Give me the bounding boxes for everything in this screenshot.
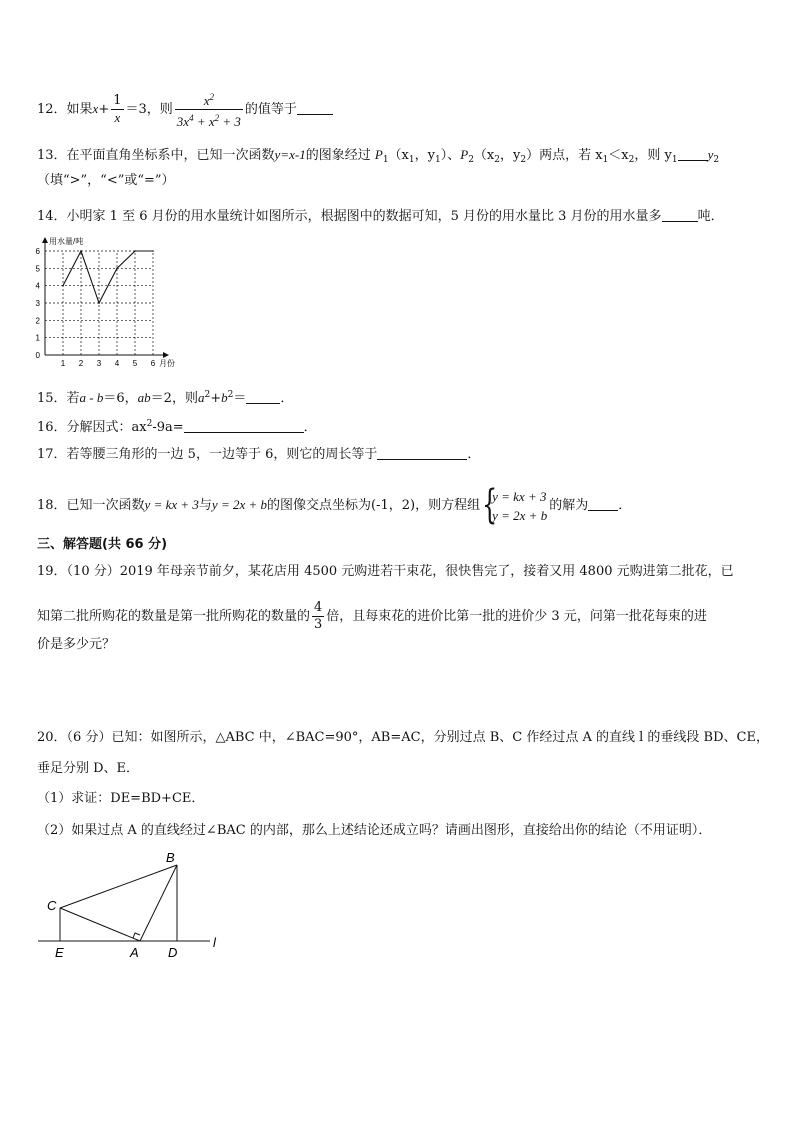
- question-13-line2: （填“>”，“<”或“=”）: [37, 173, 175, 188]
- question-20-line2: 垂足分别 D、E．: [37, 761, 140, 776]
- section-heading: 三、解答题(共 66 分): [37, 537, 168, 552]
- question-19-line2: 知第二批所购花的数量是第一批所购花的数量的 $\frac{4}{3}$ 倍，且每束花的进价比第一批的进价少 3 元，问第一批花每束的进: [37, 600, 707, 632]
- label-b: B: [166, 850, 175, 865]
- question-15: 15．若a - b＝6，ab＝2，则$a^2+b^2=$ ．: [37, 390, 294, 406]
- question-20-line1: 20．（6 分）已知：如图所示，△ABC 中，∠BAC=90°，AB=AC，分别过点 B、C 作经过点 A 的直线 l 的垂线段 BD、CE，: [37, 730, 769, 745]
- data-point: [152, 250, 154, 252]
- answer-blank[interactable]: [246, 390, 280, 404]
- question-16: 16．分解因式：$ax^2-9a=$ ．: [37, 419, 317, 435]
- question-19-line3: 价是多少元？: [37, 637, 116, 652]
- brace-icon: {: [482, 481, 498, 528]
- data-point: [116, 268, 118, 270]
- water-usage-line-chart: [28, 236, 198, 372]
- y-tick-label: 5: [35, 264, 40, 274]
- label-d: D: [168, 945, 178, 960]
- x-tick-label: 6: [150, 359, 156, 368]
- answer-blank[interactable]: [377, 446, 467, 460]
- x-axis-arrow-icon: [163, 352, 169, 358]
- x-tick-label: 1: [60, 359, 66, 368]
- question-20-part1: （1）求证：DE=BD+CE．: [37, 791, 205, 806]
- chart-axes: [42, 237, 169, 358]
- data-point: [62, 285, 64, 287]
- right-angle-mark: [133, 933, 140, 938]
- data-point: [134, 250, 136, 252]
- chart-series: [62, 250, 154, 304]
- label-e: E: [55, 945, 64, 960]
- x-tick-label: 2: [78, 359, 84, 368]
- equation-system: { y = kx + 3 y = 2x + b: [482, 481, 548, 528]
- fraction-1-over-x: $\frac{1}{x}$: [113, 93, 122, 125]
- x-axis-label: 月份: [159, 359, 175, 368]
- x-tick-label: 3: [96, 359, 102, 368]
- label-a: A: [130, 945, 139, 960]
- x-tick-label: 4: [114, 359, 120, 368]
- chart-labels: [36, 236, 175, 368]
- x-tick-label: 5: [132, 359, 138, 368]
- answer-blank[interactable]: [678, 147, 708, 161]
- label-l: l: [213, 935, 216, 950]
- data-point: [80, 250, 82, 252]
- fraction-expression: $\frac{x^2}{3x^4 + x^2 + 3}$: [175, 89, 243, 130]
- question-13-line1: 13．在平面直角坐标系中，已知一次函数y=x-1的图象经过 $P_1(x_1$，$y_1$）、$P_2(x_2$，$y_2$）两点，若 $x_1<x_2$，则 $y_1$ $y_2$: [37, 147, 720, 165]
- y-tick-label: 6: [35, 247, 40, 256]
- segment-ca: [60, 908, 140, 941]
- answer-blank[interactable]: [184, 419, 304, 433]
- y-tick-label: 0: [35, 351, 40, 360]
- question-20-part2: （2）如果过点 A 的直线经过∠BAC 的内部，那么上述结论还成立吗？请画出图形，直接给出你的结论（不用证明）．: [37, 823, 712, 838]
- answer-blank[interactable]: [662, 208, 698, 222]
- question-18: 18．已知一次函数y = kx + 3与y = 2x + b的图像交点坐标为(-1，2)，则方程组 { y = kx + 3 y = 2x + b 的解为 ．: [37, 481, 632, 528]
- y-tick-label: 2: [35, 316, 40, 326]
- answer-blank[interactable]: [297, 101, 333, 115]
- question-19-line1: 19．（10 分）2019 年母亲节前夕，某花店用 4500 元购进若干束花，很快售完了，接着又用 4800 元购进第二批花，已: [37, 564, 734, 579]
- triangle-figure: [30, 850, 230, 965]
- question-17: 17．若等腰三角形的一边 5，一边等于 6，则它的周长等于 ．: [37, 447, 481, 462]
- y-tick-label: 4: [35, 281, 40, 291]
- question-14: 14．小明家 1 至 6 月份的用水量统计如图所示，根据图中的数据可知，5 月份的用水量比 3 月份的用水量多 吨．: [37, 209, 724, 224]
- data-point: [98, 302, 100, 304]
- y-axis-label: 用水量/吨: [49, 237, 84, 246]
- y-tick-label: 3: [35, 299, 40, 308]
- label-c: C: [47, 898, 57, 913]
- fraction-4-over-3: $\frac{4}{3}$: [314, 600, 323, 632]
- y-tick-label: 1: [35, 333, 40, 343]
- question-12: 12．如果x+ $\frac{1}{x}$ ＝3，则 $\frac{x^2}{3x^4 + x^2 + 3}$ 的值等于: [37, 89, 333, 130]
- y-axis-arrow-icon: [42, 237, 48, 243]
- answer-blank[interactable]: [588, 497, 618, 511]
- series-line: [63, 251, 153, 303]
